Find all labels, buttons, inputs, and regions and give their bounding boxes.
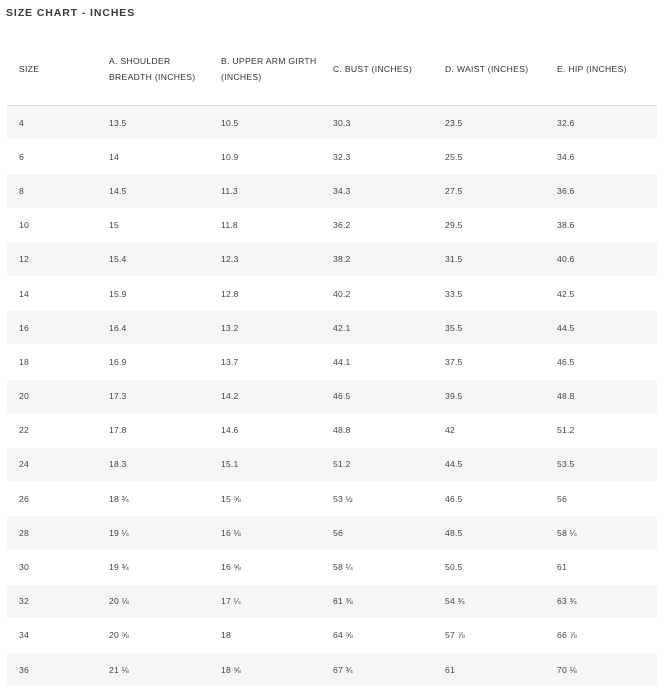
cell-size: 12 xyxy=(7,242,97,276)
cell-waist: 35.5 xyxy=(433,311,545,345)
cell-waist: 27.5 xyxy=(433,174,545,208)
cell-hip: 42.5 xyxy=(545,276,657,310)
table-row xyxy=(7,311,657,345)
cell-waist: 33.5 xyxy=(433,276,545,310)
table-row xyxy=(7,447,657,481)
column-header-upper-arm-girth: B. UPPER ARM GIRTH (INCHES) xyxy=(209,32,321,106)
cell-size: 16 xyxy=(7,311,97,345)
size-chart-table xyxy=(7,32,657,686)
cell-waist: 44.5 xyxy=(433,447,545,481)
header-row xyxy=(7,32,657,106)
cell-waist: 46.5 xyxy=(433,482,545,516)
cell-size: 10 xyxy=(7,208,97,242)
cell-size: 14 xyxy=(7,276,97,310)
cell-shoulder-breadth: 14 xyxy=(97,140,209,174)
cell-shoulder-breadth: 16.4 xyxy=(97,311,209,345)
table-row xyxy=(7,174,657,208)
cell-bust: 36.2 xyxy=(321,208,433,242)
cell-bust: 34.3 xyxy=(321,174,433,208)
cell-size: 34 xyxy=(7,618,97,652)
cell-upper-arm-girth: 12.8 xyxy=(209,276,321,310)
cell-size: 36 xyxy=(7,653,97,686)
cell-upper-arm-girth: 17 ¼ xyxy=(209,584,321,618)
cell-shoulder-breadth: 20 ⅛ xyxy=(97,584,209,618)
cell-hip: 34.6 xyxy=(545,140,657,174)
cell-hip: 53.5 xyxy=(545,447,657,481)
cell-waist: 42 xyxy=(433,413,545,447)
cell-size: 26 xyxy=(7,482,97,516)
cell-size: 24 xyxy=(7,447,97,481)
table-row xyxy=(7,379,657,413)
cell-hip: 56 xyxy=(545,482,657,516)
cell-shoulder-breadth: 18.3 xyxy=(97,447,209,481)
cell-size: 30 xyxy=(7,550,97,584)
table-body xyxy=(7,106,657,686)
cell-upper-arm-girth: 10.9 xyxy=(209,140,321,174)
table-header xyxy=(7,32,657,106)
cell-hip: 48.8 xyxy=(545,379,657,413)
cell-waist: 61 xyxy=(433,653,545,686)
cell-upper-arm-girth: 14.2 xyxy=(209,379,321,413)
cell-hip: 63 ¾ xyxy=(545,584,657,618)
cell-waist: 29.5 xyxy=(433,208,545,242)
cell-size: 8 xyxy=(7,174,97,208)
cell-hip: 66 ⅞ xyxy=(545,618,657,652)
cell-upper-arm-girth: 18 xyxy=(209,618,321,652)
table-row xyxy=(7,413,657,447)
table-row xyxy=(7,516,657,550)
table-row xyxy=(7,345,657,379)
table-row xyxy=(7,242,657,276)
cell-shoulder-breadth: 21 ⅛ xyxy=(97,653,209,686)
cell-waist: 31.5 xyxy=(433,242,545,276)
column-header-size: SIZE xyxy=(7,32,97,106)
cell-shoulder-breadth: 19 ¾ xyxy=(97,550,209,584)
cell-size: 28 xyxy=(7,516,97,550)
cell-bust: 51.2 xyxy=(321,447,433,481)
cell-size: 32 xyxy=(7,584,97,618)
cell-waist: 37.5 xyxy=(433,345,545,379)
table-row xyxy=(7,106,657,140)
cell-bust: 46.5 xyxy=(321,379,433,413)
cell-shoulder-breadth: 17.8 xyxy=(97,413,209,447)
cell-bust: 44.1 xyxy=(321,345,433,379)
cell-hip: 44.5 xyxy=(545,311,657,345)
cell-waist: 48.5 xyxy=(433,516,545,550)
cell-shoulder-breadth: 13.5 xyxy=(97,106,209,140)
cell-bust: 56 xyxy=(321,516,433,550)
cell-bust: 58 ¼ xyxy=(321,550,433,584)
cell-hip: 61 xyxy=(545,550,657,584)
cell-bust: 64 ⅝ xyxy=(321,618,433,652)
table-row xyxy=(7,653,657,686)
cell-bust: 48.8 xyxy=(321,413,433,447)
column-header-hip: E. HIP (INCHES) xyxy=(545,32,657,106)
cell-shoulder-breadth: 15 xyxy=(97,208,209,242)
table-row xyxy=(7,140,657,174)
cell-upper-arm-girth: 15.1 xyxy=(209,447,321,481)
cell-shoulder-breadth: 18 ¾ xyxy=(97,482,209,516)
cell-upper-arm-girth: 10.5 xyxy=(209,106,321,140)
table-row xyxy=(7,208,657,242)
cell-shoulder-breadth: 15.4 xyxy=(97,242,209,276)
cell-upper-arm-girth: 12.3 xyxy=(209,242,321,276)
cell-size: 4 xyxy=(7,106,97,140)
cell-waist: 57 ⅞ xyxy=(433,618,545,652)
cell-shoulder-breadth: 14.5 xyxy=(97,174,209,208)
cell-waist: 50.5 xyxy=(433,550,545,584)
cell-shoulder-breadth: 20 ⅝ xyxy=(97,618,209,652)
cell-upper-arm-girth: 13.2 xyxy=(209,311,321,345)
table-row xyxy=(7,276,657,310)
cell-shoulder-breadth: 19 ¼ xyxy=(97,516,209,550)
cell-waist: 54 ¾ xyxy=(433,584,545,618)
cell-hip: 70 ⅛ xyxy=(545,653,657,686)
table-row xyxy=(7,584,657,618)
cell-size: 6 xyxy=(7,140,97,174)
size-chart-title: SIZE CHART - INCHES xyxy=(6,7,135,19)
cell-waist: 39.5 xyxy=(433,379,545,413)
cell-upper-arm-girth: 13.7 xyxy=(209,345,321,379)
cell-upper-arm-girth: 11.3 xyxy=(209,174,321,208)
cell-bust: 42.1 xyxy=(321,311,433,345)
cell-size: 22 xyxy=(7,413,97,447)
cell-shoulder-breadth: 15.9 xyxy=(97,276,209,310)
cell-upper-arm-girth: 14.6 xyxy=(209,413,321,447)
cell-shoulder-breadth: 16.9 xyxy=(97,345,209,379)
cell-bust: 40.2 xyxy=(321,276,433,310)
cell-size: 18 xyxy=(7,345,97,379)
column-header-waist: D. WAIST (INCHES) xyxy=(433,32,545,106)
cell-shoulder-breadth: 17.3 xyxy=(97,379,209,413)
cell-hip: 51.2 xyxy=(545,413,657,447)
cell-upper-arm-girth: 16 ⅝ xyxy=(209,550,321,584)
cell-upper-arm-girth: 18 ⅝ xyxy=(209,653,321,686)
cell-bust: 30.3 xyxy=(321,106,433,140)
column-header-shoulder-breadth: A. SHOULDER BREADTH (INCHES) xyxy=(97,32,209,106)
cell-upper-arm-girth: 15 ⅝ xyxy=(209,482,321,516)
cell-hip: 46.5 xyxy=(545,345,657,379)
cell-waist: 23.5 xyxy=(433,106,545,140)
cell-hip: 40.6 xyxy=(545,242,657,276)
table-row xyxy=(7,482,657,516)
cell-upper-arm-girth: 16 ⅛ xyxy=(209,516,321,550)
cell-hip: 58 ¼ xyxy=(545,516,657,550)
cell-bust: 67 ¾ xyxy=(321,653,433,686)
table-row xyxy=(7,550,657,584)
table-row xyxy=(7,618,657,652)
cell-hip: 38.6 xyxy=(545,208,657,242)
cell-hip: 36.6 xyxy=(545,174,657,208)
cell-bust: 61 ⅜ xyxy=(321,584,433,618)
cell-waist: 25.5 xyxy=(433,140,545,174)
cell-bust: 32.3 xyxy=(321,140,433,174)
cell-bust: 53 ½ xyxy=(321,482,433,516)
cell-bust: 38.2 xyxy=(321,242,433,276)
cell-upper-arm-girth: 11.8 xyxy=(209,208,321,242)
cell-hip: 32.6 xyxy=(545,106,657,140)
column-header-bust: C. BUST (INCHES) xyxy=(321,32,433,106)
cell-size: 20 xyxy=(7,379,97,413)
